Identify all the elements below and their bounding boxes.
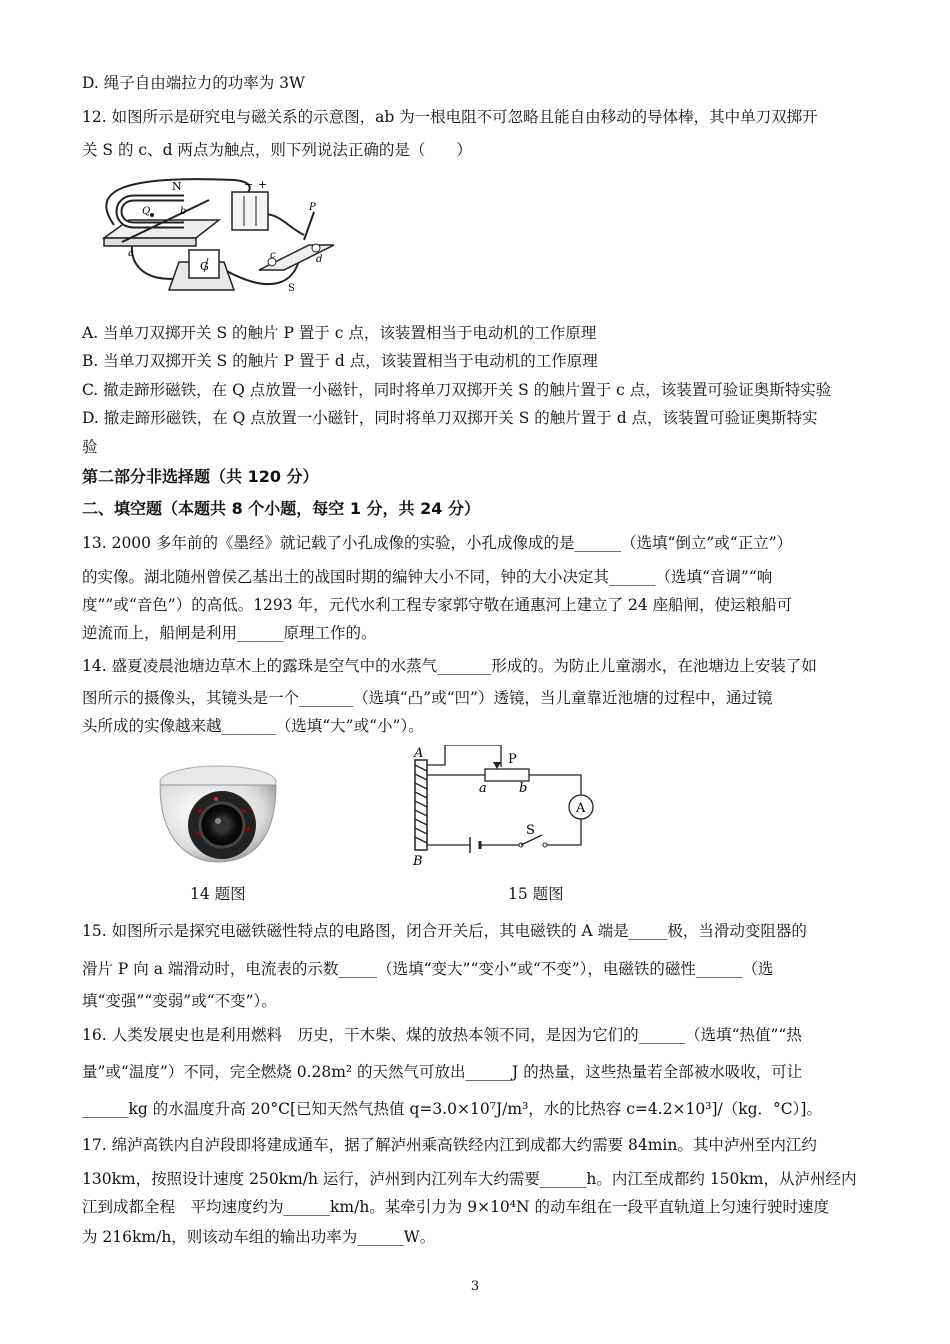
label-rheo-a: a (479, 781, 487, 796)
question-13-line4: 逆流而上，船闸是利用______原理工作的。 (82, 624, 377, 642)
option-d-q11: D. 绳子自由端拉力的功率为 3W (82, 74, 305, 92)
question-16-line2: 量”或“温度”）不同，完全燃烧 0.28m² 的天然气可放出______J 的热量，这些热量若全部被水吸收，可让 (82, 1063, 803, 1081)
label-c: c (270, 250, 276, 261)
question-17-line3: 江到成都全程 平均速度约为______km/h。某牵引力为 9×10⁴N 的动车组在一段平直轨道上匀速行驶时速度 (82, 1198, 829, 1216)
question-12-option-c: C. 撤走蹄形磁铁，在 Q 点放置一小磁针，同时将单刀双掷开关 S 的触片置于 c 点，该装置可验证奥斯特实验 (82, 381, 832, 399)
label-plus: + (258, 178, 268, 191)
question-15-line2: 滑片 P 向 a 端滑动时，电流表的示数_____（选填“变大”“变小”或“不变”），电磁铁的磁性______（选 (82, 960, 774, 978)
label-n: N (172, 180, 182, 193)
caption-figure-15: 15 题图 (508, 885, 564, 903)
question-17-line2: 130km，按照设计速度 250km/h 运行，泸州到内江列车大约需要______h。内江至成都约 150km，从泸州经内 (82, 1170, 857, 1188)
label-rheo-b: b (519, 781, 528, 796)
label-a: a (128, 248, 134, 259)
question-16-line3: ______kg 的水温度升高 20°C[已知天然气热值 q=3.0×10⁷J/m³，水的比热容 c=4.2×10³]/（kg．°C）]。 (82, 1100, 822, 1118)
label-b: b (180, 206, 187, 217)
label-g: G (200, 260, 209, 273)
label-q: Q (142, 206, 151, 217)
section-part-two-title: 第二部分非选择题（共 120 分） (82, 467, 319, 486)
label-end-b: B (413, 854, 423, 869)
label-end-a: A (414, 746, 424, 761)
electromagnetism-apparatus-figure (84, 170, 334, 305)
question-12-line2: 关 S 的 c、d 两点为触点，则下列说法正确的是（ ） (82, 141, 472, 159)
question-14-line1: 14. 盛夏凌晨池塘边草木上的露珠是空气中的水蒸气_______形成的。为防止儿童溺水，在池塘边上安装了如 (82, 657, 817, 675)
question-12-option-b: B. 当单刀双掷开关 S 的触片 P 置于 d 点，该装置相当于电动机的工作原理 (82, 352, 598, 370)
question-13-line1: 13. 2000 多年前的《墨经》就记载了小孔成像的实验，小孔成像成的是______（选填“倒立”或“正立”） (82, 534, 793, 552)
label-ammeter: A (576, 801, 586, 816)
label-s: S (288, 283, 295, 294)
question-12-option-d-cont: 验 (82, 438, 98, 456)
section-fill-blank-title: 二、填空题（本题共 8 个小题，每空 1 分，共 24 分） (82, 499, 480, 518)
question-13-line3: 度””或“音色”）的高低。1293 年，元代水利工程专家郭守敬在通惠河上建立了 24 座船闸，使运粮船可 (82, 596, 793, 614)
label-minus: − (244, 178, 254, 191)
question-16-line1: 16. 人类发展史也是利用燃料 历史，干木柴、煤的放热本领不同，是因为它们的______（选填“热值”“热 (82, 1026, 802, 1044)
question-12-line1: 12. 如图所示是研究电与磁关系的示意图，ab 为一根电阻不可忽略且能自由移动的导体棒，其中单刀双掷开 (82, 108, 818, 126)
question-13-line2: 的实像。湖北随州曾侯乙基出土的战国时期的编钟大小不同，钟的大小决定其______（选填“音调”“响 (82, 568, 773, 586)
label-slider-p: P (508, 752, 517, 767)
page-number: 3 (470, 1279, 480, 1294)
question-15-line3: 填“变强”“变弱”或“不变”）。 (82, 992, 277, 1010)
question-12-option-d: D. 撤走蹄形磁铁，在 Q 点放置一小磁针，同时将单刀双掷开关 S 的触片置于 d 点，该装置可验证奥斯特实 (82, 409, 818, 427)
label-switch-s: S (526, 823, 535, 838)
question-17-line4: 为 216km/h，则该动车组的输出功率为______W。 (82, 1228, 436, 1246)
question-14-line2: 图所示的摄像头，其镜头是一个_______（选填“凸”或“凹”）透镜，当儿童靠近池塘的过程中，通过镜 (82, 689, 773, 707)
label-d: d (316, 254, 323, 265)
security-camera-figure (150, 757, 285, 867)
question-14-line3: 头所成的实像越来越_______（选填“大”或“小”）。 (82, 717, 424, 735)
label-p: P (309, 202, 316, 213)
question-12-option-a: A. 当单刀双掷开关 S 的触片 P 置于 c 点，该装置相当于电动机的工作原理 (82, 324, 597, 342)
electromagnet-circuit-figure (405, 745, 610, 870)
question-17-line1: 17. 绵泸高铁内自泸段即将建成通车，据了解泸州乘高铁经内江到成都大约需要 84min。其中泸州至内江约 (82, 1136, 817, 1154)
caption-figure-14: 14 题图 (190, 885, 246, 903)
question-15-line1: 15. 如图所示是探究电磁铁磁性特点的电路图，闭合开关后，其电磁铁的 A 端是_____极，当滑动变阻器的 (82, 922, 807, 940)
